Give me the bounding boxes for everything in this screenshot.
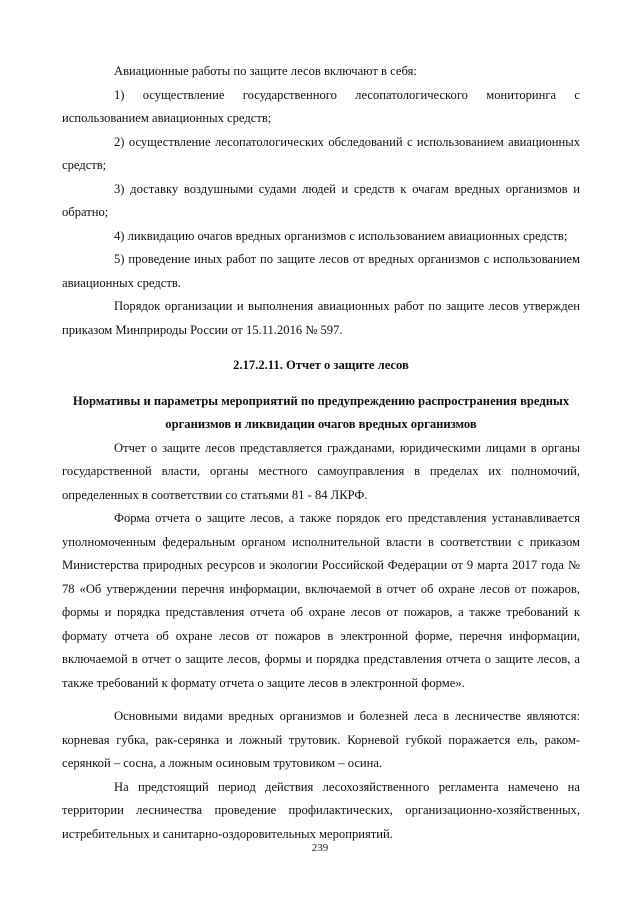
paragraph-planned-measures: На предстоящий период действия лесохозяйственного регламента намечено на территории лесничества проведение профилактических, организационно-хозяйственных, истребительных и санитарно-оздоровительных мероприятий.: [62, 779, 580, 841]
paragraph-item-5: 5) проведение иных работ по защите лесов от вредных организмов с использованием авиационных средств.: [62, 252, 580, 290]
paragraph-report-form: Форма отчета о защите лесов, а также порядок его представления устанавливается уполномоченным федеральным органом исполнительной власти в соответствии с приказом Министерства природных ресурсов и экологии Российской Федерации от 9 марта 2017 года № 78 «Об утверждении перечня информации, включаемой в отчет об охране лесов от пожаров, формы и порядка представления отчета об охране лесов от пожаров, а также требований к формату отчета об охране лесов от пожаров в электронной форме, перечня информации, включаемой в отчет о защите лесов, формы и порядка представления отчета о защите лесов, а также требований к формату отчета о защите лесов в электронной форме».: [62, 511, 580, 690]
section-subheading: Нормативы и параметры мероприятий по предупреждению распространения вредных организмов и ликвидации очагов вредных организмов: [72, 393, 570, 431]
paragraph-report-submission: Отчет о защите лесов представляется гражданами, юридическими лицами в органы государственной власти, органы местного самоуправления в пределах их полномочий, определенных в соответствии со статьями 81 - 84 ЛКРФ.: [62, 440, 580, 502]
paragraph-item-3: 3) доставку воздушными судами людей и средств к очагам вредных организмов и обратно;: [62, 181, 580, 219]
paragraph-item-1: 1) осуществление государственного лесопатологического мониторинга с использованием авиационных средств;: [62, 87, 580, 125]
page-number: 239: [311, 842, 329, 854]
paragraph-item-2: 2) осуществление лесопатологических обследований с использованием авиационных средств;: [62, 134, 580, 172]
section-heading: 2.17.2.11. Отчет о защите лесов: [233, 358, 409, 372]
document-body: [62, 60, 580, 846]
paragraph-intro: Авиационные работы по защите лесов включают в себя:: [114, 64, 417, 78]
paragraph-item-4: 4) ликвидацию очагов вредных организмов с использованием авиационных средств;: [114, 228, 568, 243]
paragraph-order: Порядок организации и выполнения авиационных работ по защите лесов утвержден приказом Минприроды России от 15.11.2016 № 597.: [62, 299, 580, 337]
paragraph-pests: Основными видами вредных организмов и болезней леса в лесничестве являются: корневая губка, рак-серянка и ложный трутовик. Корневой губкой поражается ель, раком-серянкой – сосна, а ложным осиновым трутовиком – осина.: [62, 709, 580, 770]
